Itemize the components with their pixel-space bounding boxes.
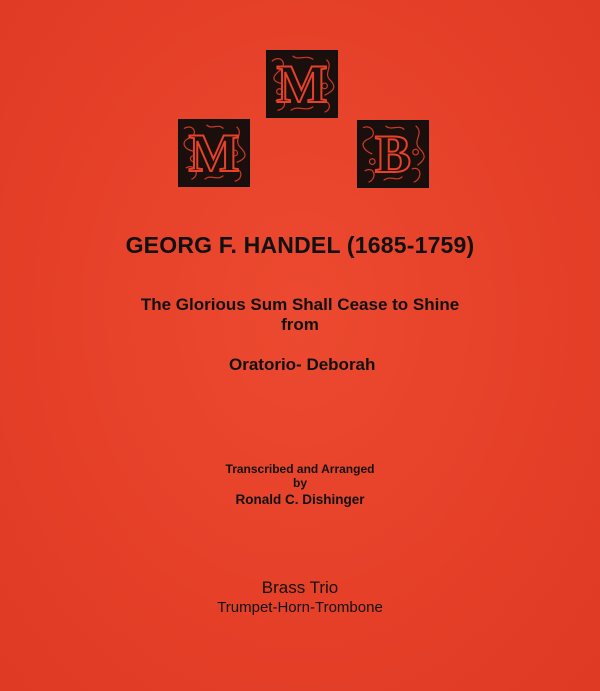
ensemble-label: Brass Trio — [261, 578, 339, 597]
logo-b-right-block — [357, 120, 429, 188]
logo-letter-b-right: B — [374, 124, 412, 184]
credit-line-by: by — [292, 476, 307, 490]
credit-block — [0, 462, 600, 490]
work-title-block — [0, 295, 600, 335]
instrumentation-label: Trumpet-Horn-Trombone — [217, 599, 383, 616]
arranger-name: Ronald C. Dishinger — [235, 492, 365, 507]
credit-line-transcribed: Transcribed and Arranged — [225, 462, 375, 476]
logo-letter-m-top: M — [276, 54, 328, 114]
work-title: The Glorious Sum Shall Cease to Shine — [140, 295, 460, 314]
logo-m-left-block — [178, 119, 250, 187]
composer-title: GEORG F. HANDEL (1685-1759) — [125, 232, 475, 258]
source-work: Oratorio- Deborah — [229, 355, 376, 374]
logo-letter-m-left: M — [188, 123, 240, 183]
from-label: from — [281, 315, 319, 334]
logo-m-top-block — [266, 50, 338, 118]
